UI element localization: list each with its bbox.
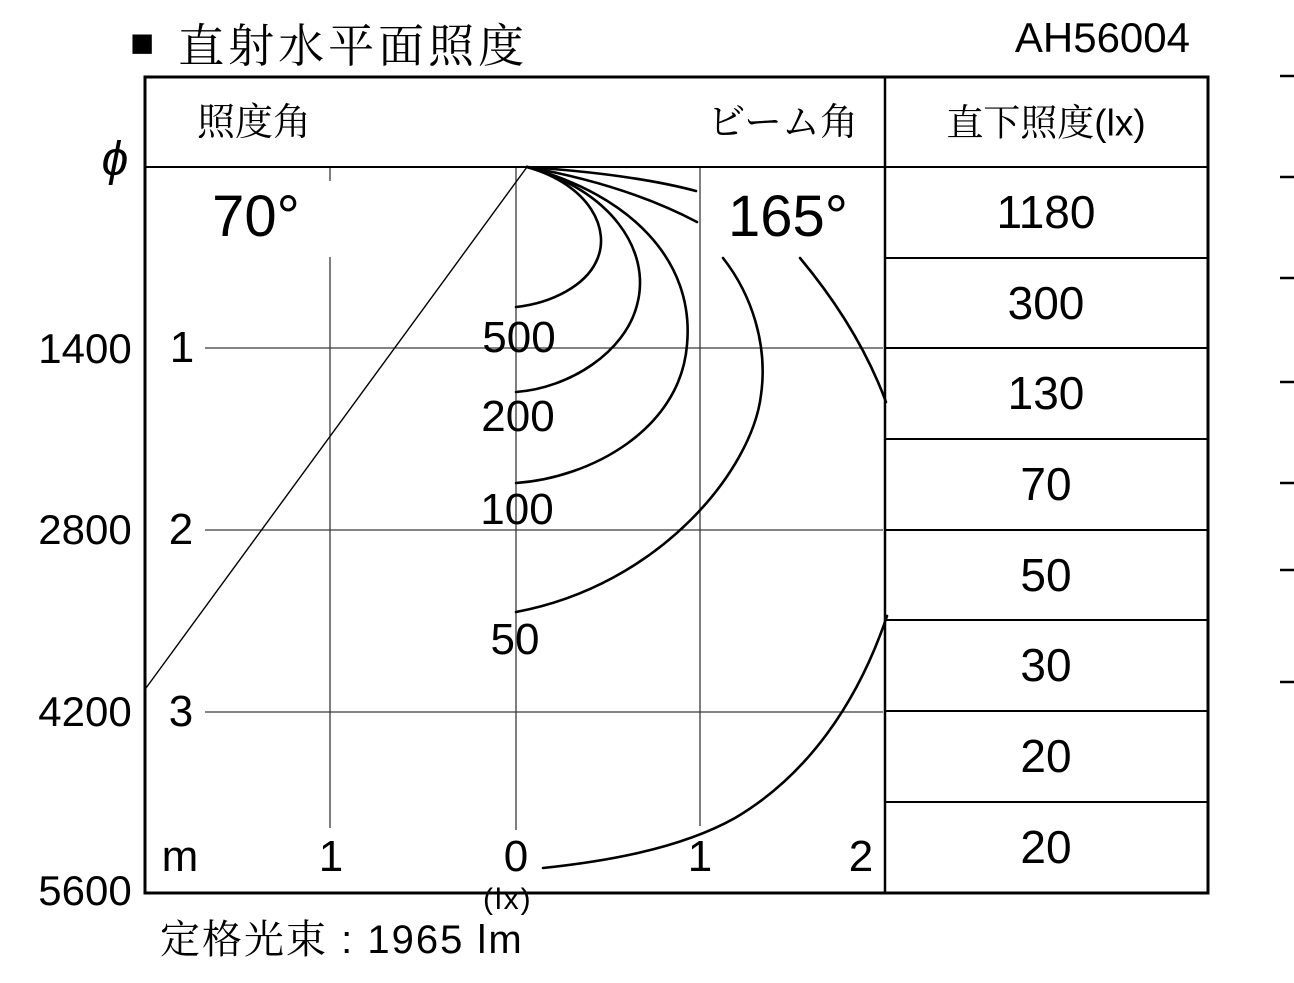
clipped-unit-fragment: (lx) [483, 883, 533, 916]
phi-axis-value-4200: 4200 [38, 688, 132, 735]
page-edge-ticks [1280, 76, 1294, 682]
contour-500lx [516, 167, 601, 307]
beam-angle-value: 165° [728, 184, 848, 249]
depth-tick-1m: 1 [169, 323, 195, 372]
phi-symbol: ϕ [101, 133, 129, 186]
illuminance-angle-line [146, 167, 527, 688]
square-bullet-icon: ■ [130, 21, 155, 65]
table-value-row7: 20 [1020, 730, 1072, 782]
table-value-row2: 300 [1007, 277, 1085, 329]
table-value-row8: 20 [1020, 821, 1072, 873]
phi-axis-value-1400: 1400 [38, 325, 132, 372]
table-value-row1: 1180 [996, 186, 1096, 238]
table-value-row3: 130 [1007, 367, 1085, 419]
rated-luminous-flux: 定格光束 : 1965 lm [160, 918, 524, 962]
table-header: 直下照度(lx) [946, 102, 1146, 144]
x-tick-right-1: 1 [687, 832, 713, 881]
depth-tick-2m: 2 [168, 505, 194, 554]
x-tick-right-2: 2 [848, 832, 874, 881]
beam-angle-header: ビーム角 [707, 102, 858, 144]
illuminance-angle-header: 照度角 [197, 102, 312, 144]
product-code: AH56004 [1014, 14, 1190, 61]
table-value-row5: 50 [1020, 549, 1072, 601]
page-title: 直射水平面照度 [178, 20, 529, 72]
contour-label-200: 200 [481, 392, 555, 441]
table-row-lines [885, 258, 1208, 802]
contour-label-100: 100 [480, 485, 554, 534]
table-value-row6: 30 [1020, 639, 1072, 691]
illuminance-angle-value: 70° [212, 184, 300, 249]
contour-20lx-bottom [543, 616, 887, 868]
table-value-row4: 70 [1020, 458, 1072, 510]
x-tick-left-1: 1 [318, 832, 344, 881]
unit-label-m: m [161, 832, 199, 881]
contour-label-50: 50 [490, 615, 540, 664]
contour-label-500: 500 [482, 313, 556, 362]
depth-tick-3m: 3 [168, 687, 194, 736]
phi-axis-value-5600: 5600 [38, 867, 132, 914]
phi-axis-value-2800: 2800 [38, 506, 132, 553]
x-tick-0: 0 [503, 832, 529, 881]
contour-20lx-right [800, 258, 886, 402]
isolux-contours [516, 167, 887, 868]
